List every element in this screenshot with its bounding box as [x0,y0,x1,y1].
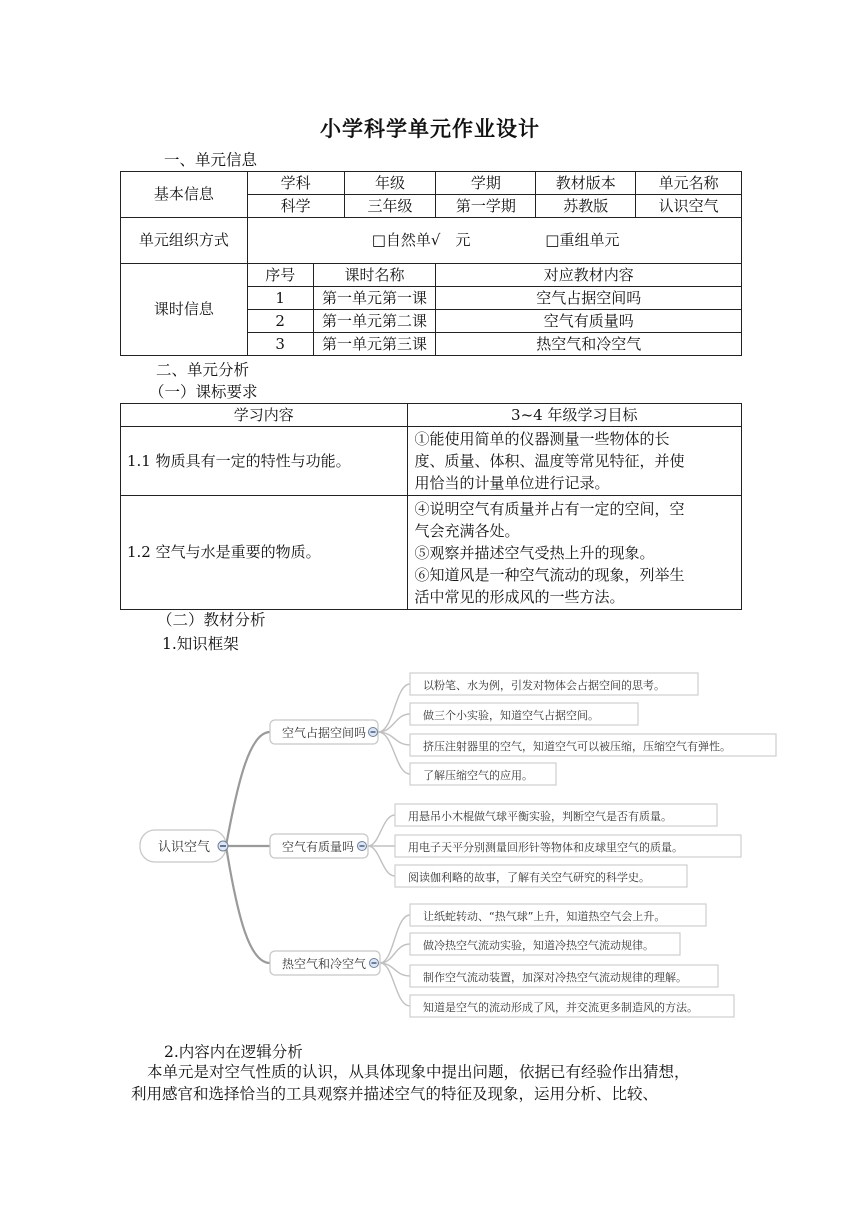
mindmap-leaf [410,933,680,955]
paragraph-line: 本单元是对空气性质的认识，从具体现象中提出问题，依据已有经验作出猜想， [147,1063,690,1081]
org-option-regroup: □重组单元 [545,231,620,250]
goal-line: ④说明空气有质量并占有一定的空间，空 [414,499,685,518]
svg-text:以粉笔、水为例，引发对物体会占据空间的思考。: 以粉笔、水为例，引发对物体会占据空间的思考。 [423,679,665,692]
mindmap-leaf [410,734,776,756]
lesson-info-label: 课时信息 [121,264,248,356]
svg-text:挤压注射器里的空气，知道空气可以被压缩，压缩空气有弹性。: 挤压注射器里的空气，知道空气可以被压缩，压缩空气有弹性。 [423,740,731,753]
header-term: 学期 [436,172,536,195]
mindmap-leaf [410,703,638,725]
value-subject: 科学 [247,195,344,218]
standards-goals [407,496,741,610]
goal-line: 气会充满各处。 [414,521,520,540]
point-knowledge-framework: 1.知识框架 [162,635,239,653]
goal-line: ⑤观察并描述空气受热上升的现象。 [414,543,655,562]
lesson-name: 第一单元第三课 [313,333,436,356]
mindmap-branch-label: 空气有质量吗 [282,840,355,854]
standards-header-content: 学习内容 [121,404,408,427]
knowledge-mindmap [130,660,790,1030]
svg-text:用悬吊小木棍做气球平衡实验，判断空气是否有质量。: 用悬吊小木棍做气球平衡实验，判断空气是否有质量。 [408,810,672,823]
mindmap-branch-label: 热空气和冷空气 [282,957,367,971]
mindmap-branch-label: 空气占据空间吗 [282,726,367,740]
mindmap-root-label: 认识空气 [158,840,211,855]
connector-line [226,732,270,846]
mindmap-branch [270,834,368,858]
standards-goals [407,427,741,496]
lesson-no: 1 [247,287,313,310]
org-option-natural: □自然单√ 元 [371,231,471,250]
standards-content: 1.1 物质具有一定的特性与功能。 [121,427,408,496]
header-unit-name: 单元名称 [636,172,742,195]
mindmap-leaf [410,763,556,785]
mindmap-leaf [395,865,687,887]
lesson-content: 空气有质量吗 [436,310,742,333]
section-unit-info: 一、单元信息 [164,151,258,169]
mindmap-leaf [395,835,741,857]
mindmap-branch [270,720,378,744]
mindmap-branch [270,951,380,975]
lesson-header-content: 对应教材内容 [436,264,742,287]
goal-line: ①能使用简单的仪器测量一些物体的长 [414,430,670,448]
goal-line: 度、质量、体积、温度等常见特征，并使 [414,452,685,470]
basic-info-label: 基本信息 [121,172,248,218]
lesson-header-name: 课时名称 [313,264,436,287]
svg-text:了解压缩空气的应用。: 了解压缩空气的应用。 [423,769,533,782]
svg-text:做冷热空气流动实验，知道冷热空气流动规律。: 做冷热空气流动实验，知道冷热空气流动规律。 [423,939,654,952]
org-label: 单元组织方式 [121,218,248,264]
goal-line: 活中常见的形成风的一些方法。 [414,587,625,606]
standards-table [120,403,742,610]
svg-text:用电子天平分别测量回形针等物体和皮球里空气的质量。: 用电子天平分别测量回形针等物体和皮球里空气的质量。 [408,841,683,854]
svg-text:阅读伽利略的故事，了解有关空气研究的科学史。: 阅读伽利略的故事，了解有关空气研究的科学史。 [408,871,650,884]
lesson-header-no: 序号 [247,264,313,287]
point-logic-analysis: 2.内容内在逻辑分析 [164,1043,303,1061]
goal-line: ⑥知道风是一种空气流动的现象，列举生 [414,565,685,584]
connector-line [226,846,270,963]
subsection-textbook: （二）教材分析 [157,611,266,629]
goal-line: 用恰当的计量单位进行记录。 [414,474,610,492]
subsection-standards: （一）课标要求 [149,383,258,401]
lesson-content: 空气占据空间吗 [436,287,742,310]
mindmap-leaf [410,965,718,987]
svg-text:知道是空气的流动形成了风，并交流更多制造风的方法。: 知道是空气的流动形成了风，并交流更多制造风的方法。 [423,1001,698,1014]
lesson-no: 2 [247,310,313,333]
section-unit-analysis: 二、单元分析 [156,361,250,379]
mindmap-leaf [395,804,717,826]
svg-text:制作空气流动装置，加深对冷热空气流动规律的理解。: 制作空气流动装置，加深对冷热空气流动规律的理解。 [423,971,687,984]
standards-content: 1.2 空气与水是重要的物质。 [121,496,408,610]
document-title: 小学科学单元作业设计 [320,116,540,141]
mindmap-leaf [410,904,706,926]
header-edition: 教材版本 [536,172,636,195]
org-options [247,218,741,264]
lesson-name: 第一单元第二课 [313,310,436,333]
value-grade: 三年级 [344,195,436,218]
mindmap-leaf [410,995,734,1017]
lesson-content: 热空气和冷空气 [436,333,742,356]
mindmap-root [140,830,228,862]
value-edition: 苏教版 [536,195,636,218]
unit-info-table [120,171,742,356]
value-unit-name: 认识空气 [636,195,742,218]
mindmap-leaf [410,673,698,695]
value-term: 第一学期 [436,195,536,218]
header-subject: 学科 [247,172,344,195]
svg-text:做三个小实验，知道空气占据空间。: 做三个小实验，知道空气占据空间。 [423,709,599,722]
paragraph-line: 利用感官和选择恰当的工具观察并描述空气的特征及现象，运用分析、比较、 [131,1085,659,1103]
standards-header-goals: 3~4 年级学习目标 [407,404,741,427]
header-grade: 年级 [344,172,436,195]
lesson-name: 第一单元第一课 [313,287,436,310]
svg-text:让纸蛇转动、“热气球”上升，知道热空气会上升。: 让纸蛇转动、“热气球”上升，知道热空气会上升。 [423,910,666,923]
lesson-no: 3 [247,333,313,356]
